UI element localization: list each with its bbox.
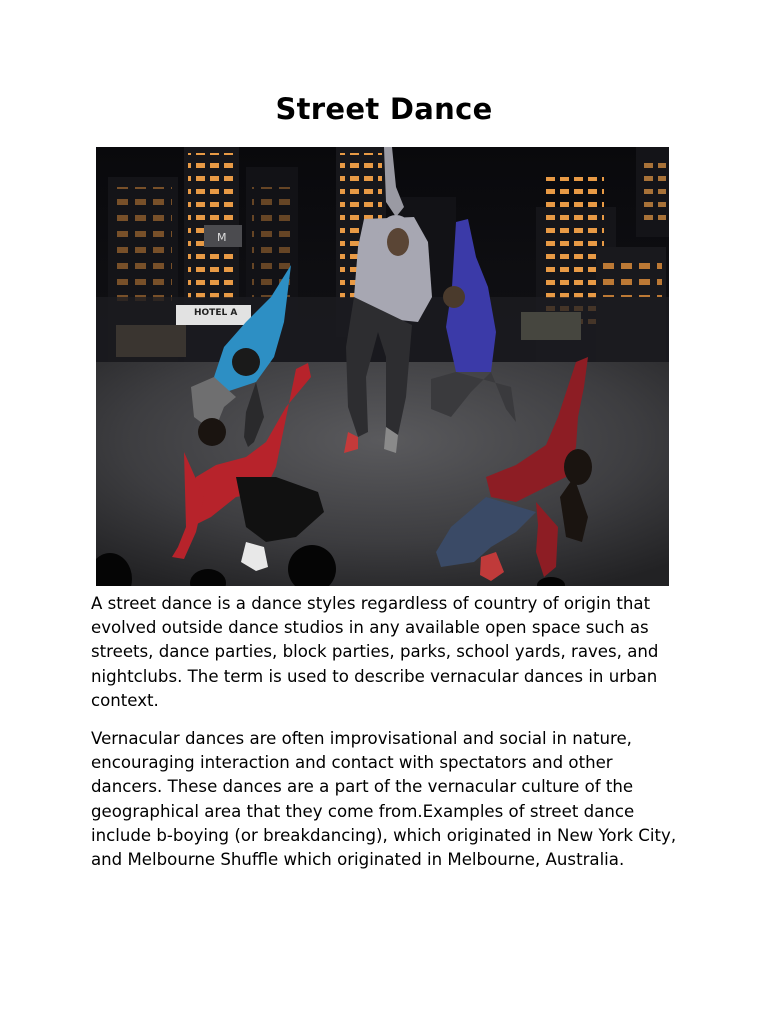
paragraph-intro: A street dance is a dance styles regardless of country of origin that evolved outside dance studios in any available open space such as streets, dance parties, block parties, parks, school yards, raves, and nightclubs. The term is used to describe vernacular dances in urban context. [91,594,659,710]
paragraph-vernacular: Vernacular dances are often improvisational and social in nature, encouraging interaction and contact with spectators and other dancers. These dances are a part of the vernacular culture of the geographical area that they come from.Examples of street dance include b-boying (or breakdancing), which originated in New York City, and Melbourne Shuffle which originated in Melbourne, Australia. [91,729,677,870]
m-sign: M [217,231,227,244]
hotel-sign: HOTEL A [194,308,238,318]
street-dance-photo [96,147,669,586]
page-title: Street Dance [275,92,493,126]
